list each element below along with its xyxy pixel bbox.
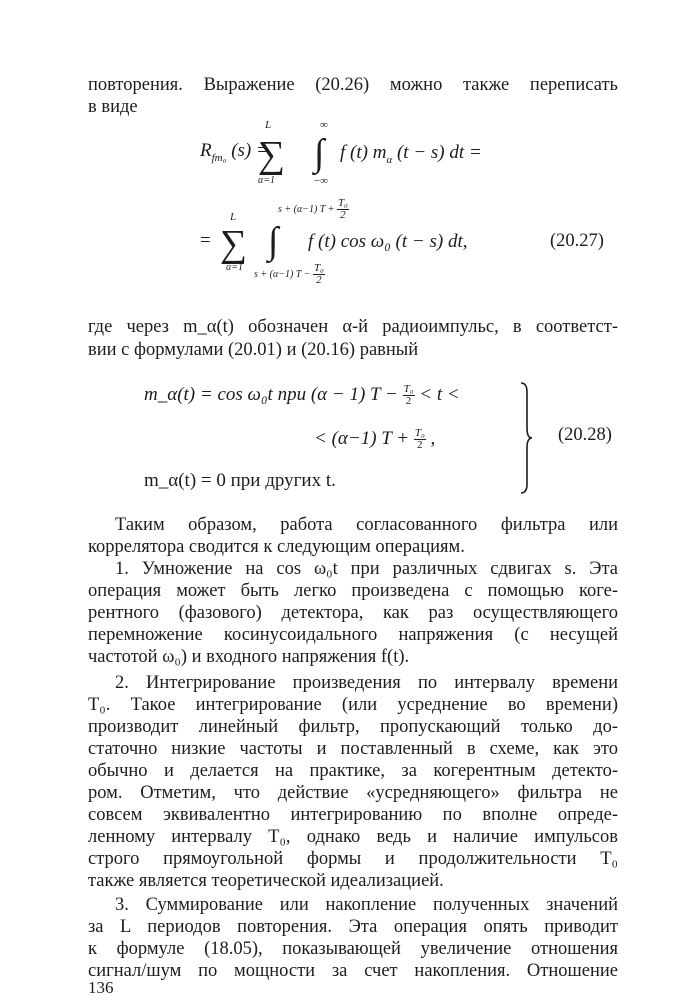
integral-lower-limit: −∞	[314, 175, 329, 187]
frac-numerator: T₀	[414, 427, 425, 440]
item-2-line-3: производит линейный фильтр, пропускающий только до-	[88, 717, 618, 737]
paragraph-1-line-1: повторения. Выражение (20.26) можно также переписать	[88, 75, 618, 95]
sum2-upper-limit: L	[230, 211, 237, 223]
eq28-row-1-fraction	[403, 384, 415, 407]
frac-numerator: T₀	[313, 262, 324, 274]
integrand-1-head: f (t) m	[340, 142, 387, 163]
frac-numerator: T₀	[337, 197, 348, 209]
integrand-1-alpha: α	[386, 153, 393, 166]
sum-upper-limit: L	[265, 119, 272, 131]
integral-2-lower-limit	[254, 263, 325, 286]
integral-symbol-1: ∫	[314, 132, 325, 174]
eq-lhs-argument: (s) =	[231, 140, 269, 161]
paragraph-1-line-2: в виде	[88, 97, 138, 117]
frac-denominator: 2	[340, 209, 346, 221]
eq28-row-1-tail: < t <	[419, 384, 460, 405]
item-2-line-6: ром. Отметим, что действие «усредняющего» фильтра не	[88, 783, 618, 803]
sum-symbol-1: ∑	[258, 134, 286, 176]
integrand-1-tail: (t − s) dt =	[396, 142, 482, 163]
item-2-line-4: статочно низкие частоты и поставленный в схеме, как это	[88, 739, 618, 759]
eq28-row-2-fraction	[414, 428, 426, 451]
item-2-line-5: обычно и делается на практике, за когерентным детекто-	[88, 761, 618, 781]
item-1-line-2: операция может быть легко произведена с помощью коге-	[88, 581, 618, 601]
sum-symbol-2: ∑	[220, 223, 248, 265]
frac-denominator: 2	[405, 395, 412, 408]
frac-denominator: 2	[316, 274, 322, 286]
eq28-row-1-text: m_α(t) = cos ω₀t при (α − 1) T −	[144, 384, 398, 405]
lower-limit-fraction	[313, 263, 325, 286]
equation-number-20-28: (20.28)	[558, 425, 612, 445]
eq28-row-3: m_α(t) = 0 при других t.	[144, 470, 336, 491]
eq28-row-2	[314, 428, 435, 451]
item-3-line-2: за L периодов повторения. Эта операция опять приводит	[88, 917, 618, 937]
item-2-line-9: строго прямоугольной формы и продолжительности T₀	[88, 849, 618, 869]
item-3-line-3: к формуле (18.05), показывающей увеличение отношения	[88, 939, 618, 959]
integral-2-upper-limit	[278, 198, 349, 221]
sum-lower-limit: α=1	[258, 175, 275, 186]
right-brace	[519, 382, 533, 494]
paragraph-3-line-2: коррелятора сводится к следующим операциям.	[88, 537, 465, 557]
frac-numerator: T₀	[403, 383, 414, 396]
item-1-line-4: перемножение косинусоидального напряжения (с несущей	[88, 625, 618, 645]
integral-upper-limit: ∞	[320, 119, 328, 131]
integrand-1	[340, 142, 482, 166]
sum2-lower-limit: α=1	[226, 262, 243, 273]
eq28-row-1	[144, 384, 460, 407]
item-3-line-4: сигнал/шум по мощности за счет накопления. Отношение	[88, 961, 618, 981]
eq-lhs-subscript: fm₀	[211, 151, 227, 164]
equation-number-20-27: (20.27)	[550, 231, 604, 251]
paragraph-3-line-1: Таким образом, работа согласованного фильтра или	[115, 515, 618, 535]
upper-limit-fraction	[337, 198, 349, 221]
eq-equals-sign: =	[200, 230, 211, 251]
paragraph-2-line-2: вии с формулами (20.01) и (20.16) равный	[88, 340, 419, 360]
eq28-row-2-text: < (α−1) T +	[314, 428, 410, 449]
item-1-line-3: рентного (фазового) детектора, как раз осуществляющего	[88, 603, 618, 623]
item-2-line-10: также является теоретической идеализацией.	[88, 871, 444, 891]
item-2-line-8: ленному интервалу T₀, однако ведь и наличие импульсов	[88, 827, 618, 847]
item-3-line-1: 3. Суммирование или накопление полученных значений	[115, 895, 618, 915]
page-number: 136	[88, 978, 114, 997]
paragraph-2-line-1: где через m_α(t) обозначен α-й радиоимпульс, в соответст-	[88, 317, 618, 337]
eq-lhs-symbol: R	[200, 140, 212, 161]
item-1-line-5: частотой ω₀) и входного напряжения f(t).	[88, 647, 410, 667]
integrand-2: f (t) cos ω₀ (t − s) dt,	[308, 231, 468, 252]
integral-symbol-2: ∫	[268, 220, 279, 262]
item-2-line-7: совсем эквивалентно интегрированию по вполне опреде-	[88, 805, 618, 825]
eq28-row-2-tail: ,	[430, 428, 436, 449]
item-1-line-1: 1. Умножение на cos ω₀t при различных сдвигах s. Эта	[115, 559, 618, 579]
frac-denominator: 2	[417, 439, 423, 452]
lower-limit-text: s + (α−1) T −	[254, 268, 311, 280]
item-2-line-1: 2. Интегрирование произведения по интервалу времени	[115, 673, 618, 693]
item-2-line-2: T₀. Такое интегрирование (или усреднение во времени)	[88, 695, 618, 715]
upper-limit-text: s + (α−1) T +	[278, 203, 335, 215]
